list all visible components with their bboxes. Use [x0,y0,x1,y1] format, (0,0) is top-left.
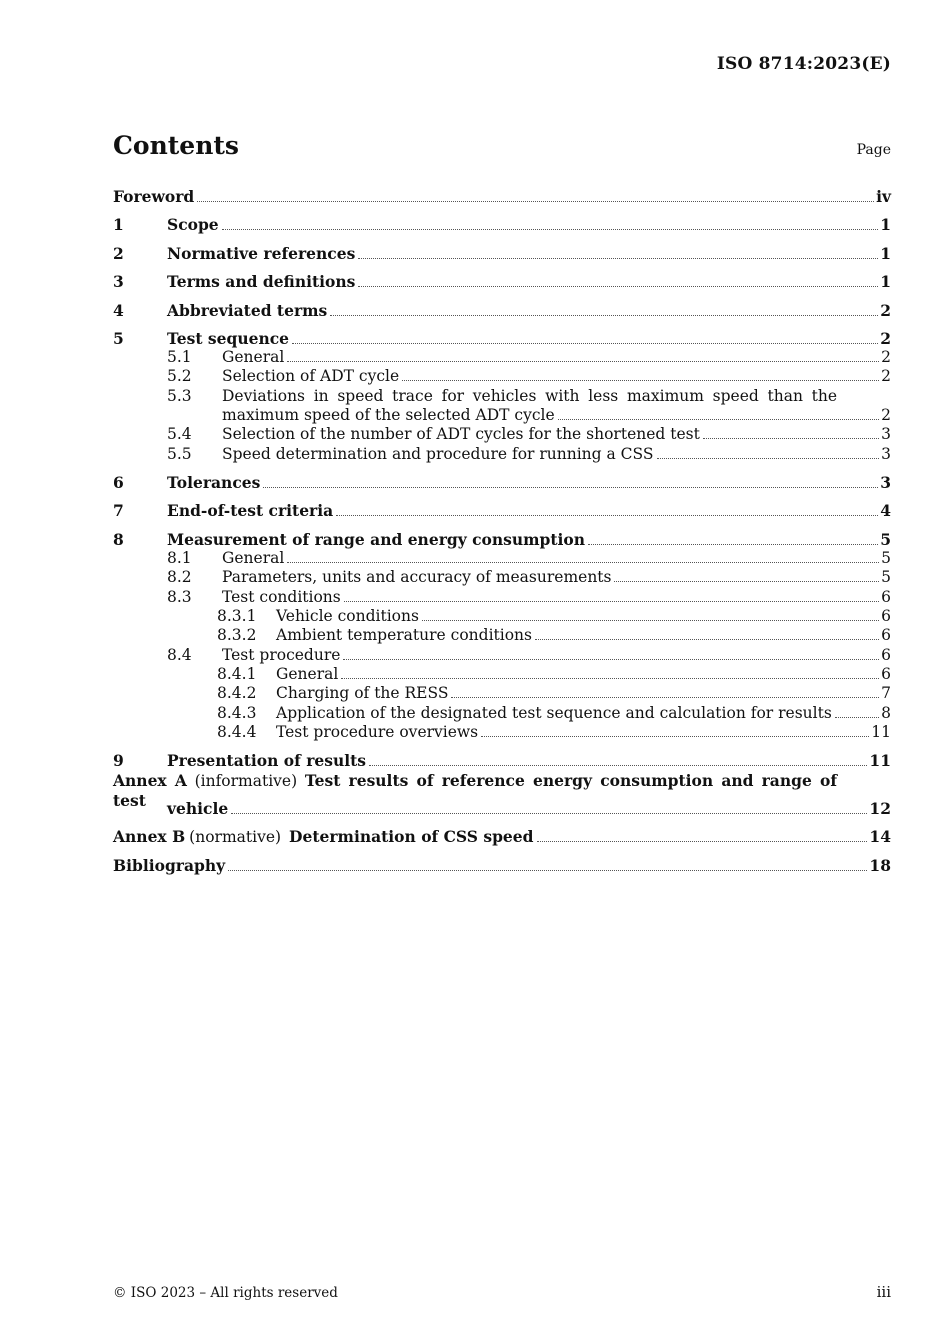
toc-dot-leader [588,543,878,545]
toc-entry[interactable] [113,549,891,568]
toc-dot-leader [287,561,879,563]
toc-dot-leader [369,764,867,766]
toc-entry[interactable] [113,348,891,367]
toc-entry-number: 5.2 [167,367,192,385]
toc-entry[interactable] [113,445,891,464]
toc-entry-number: 5 [113,329,124,348]
toc-annex-heading[interactable] [113,771,837,811]
toc-entry-page: 2 [881,367,891,385]
toc-dot-leader [358,257,878,259]
toc-entry-page: 3 [880,473,891,492]
toc-dot-leader [231,812,867,814]
toc-entry-number: 8.4.3 [217,704,257,722]
toc-annex-label: Annex A [113,771,187,790]
toc-entry-number: 4 [113,301,124,320]
toc-dot-leader [336,514,878,516]
toc-entry[interactable] [113,473,891,492]
toc-entry-page: 5 [881,568,891,586]
toc-dot-leader [657,457,880,459]
toc-entry-title-line1: Deviations in speed trace for vehicles with less maximum speed than the [222,387,837,405]
toc-entry-number: 5.5 [167,445,192,463]
toc-dot-leader [287,360,879,362]
toc-entry-title: Parameters, units and accuracy of measurements [222,568,612,586]
toc-entry-page: 1 [880,244,891,263]
toc-entry-page: 6 [881,626,891,644]
toc-entry-number: 8.2 [167,568,192,586]
toc-entry-page: 1 [880,272,891,291]
toc-dot-leader [535,638,879,640]
toc-entry-page: 7 [881,684,891,702]
toc-entry-number: 5.3 [167,387,192,405]
toc-entry[interactable] [113,626,891,645]
toc-entry-title: Test conditions [222,588,341,606]
toc-entry-title: Test procedure overviews [276,723,479,741]
toc-entry-title: Application of the designated test sequence and calculation for results [276,704,832,722]
toc-dot-leader [402,379,879,381]
toc-entry-number: 1 [113,215,124,234]
toc-annex-label: Annex B [113,827,186,846]
toc-entry-title: vehicle [167,799,229,818]
toc-entry-page: 8 [881,704,891,722]
toc-entry-page: 6 [881,646,891,664]
toc-entry-title: Ambient temperature conditions [276,626,532,644]
toc-dot-leader [451,696,879,698]
document-id: ISO 8714:2023(E) [716,54,891,74]
toc-entry-number: 8.3 [167,588,192,606]
toc-entry[interactable] [113,301,891,320]
toc-entry-title: General [222,348,285,366]
toc-entry[interactable] [113,704,891,723]
toc-entry-page: 4 [880,501,891,520]
footer-page-number: iii [876,1283,891,1301]
page-column-label: Page [856,142,891,158]
toc-entry-page: 3 [881,425,891,443]
toc-entry-page: 18 [869,856,891,875]
toc-entry-page: 12 [869,799,891,818]
toc-entry-number: 8.4.4 [217,723,257,741]
toc-dot-leader [537,840,868,842]
toc-entry-title: Vehicle conditions [276,607,419,625]
toc-entry-title: Charging of the RESS [276,684,449,702]
toc-dot-leader [222,228,879,230]
toc-entry-number: 8.4.1 [217,665,257,683]
toc-dot-leader [263,486,878,488]
toc-annex-kind: (informative) [186,772,305,790]
toc-dot-leader [341,677,879,679]
toc-entry-number: 8 [113,530,124,549]
toc-entry[interactable] [113,329,891,348]
toc-dot-leader [481,735,869,737]
toc-entry-number: 8.3.2 [217,626,257,644]
toc-entry-number: 9 [113,751,124,770]
toc-entry[interactable] [113,501,891,520]
toc-entry-title: Selection of ADT cycle [222,367,400,385]
toc-entry-number: 5.4 [167,425,192,443]
toc-entry-page: 11 [871,723,891,741]
toc-entry-page: iv [876,187,891,206]
toc-entry[interactable] [113,607,891,626]
toc-entry-title: Measurement of range and energy consumption [167,530,586,549]
toc-dot-leader [292,342,878,344]
toc-entry[interactable] [113,367,891,386]
toc-dot-leader [614,580,879,582]
toc-dot-leader [330,314,878,316]
toc-entry-title-line1: Test results of reference energy consumption and range of test [113,771,838,810]
toc-entry-title: Speed determination and procedure for running a CSS [222,445,654,463]
toc-entry[interactable] [113,215,891,234]
toc-entry-page: 3 [881,445,891,463]
toc-entry[interactable] [113,588,891,607]
toc-entry-title: Foreword [113,187,195,206]
toc-dot-leader [344,600,879,602]
toc-entry-title: Selection of the number of ADT cycles for the shortened test [222,425,700,443]
toc-entry[interactable] [113,827,891,846]
toc-dot-leader [703,437,879,439]
toc-entry-title: Bibliography [113,856,226,875]
toc-entry-page: 2 [880,329,891,348]
toc-entry-page: 5 [881,549,891,567]
toc-entry-title: General [222,549,285,567]
toc-dot-leader [197,200,874,202]
toc-entry-title: General [276,665,339,683]
toc-dot-leader [558,418,879,420]
toc-entry-page: 2 [881,406,891,424]
toc-entry[interactable] [113,568,891,587]
toc-dot-leader [422,619,879,621]
toc-dot-leader [343,658,879,660]
toc-entry-page: 14 [869,827,891,846]
contents-title: Contents [113,131,240,160]
toc-entry[interactable] [113,751,891,770]
toc-entry[interactable] [113,856,891,875]
toc-entry-title: Presentation of results [167,751,366,770]
toc-dot-leader [228,869,867,871]
toc-entry[interactable] [113,530,891,549]
toc-entry-page: 11 [869,751,891,770]
toc-entry[interactable] [113,684,891,703]
toc-entry[interactable] [113,272,891,291]
toc-entry-page: 2 [881,348,891,366]
toc-entry[interactable] [113,244,891,263]
toc-dot-leader [358,285,878,287]
footer-copyright: © ISO 2023 – All rights reserved [113,1285,338,1301]
toc-entry-page: 1 [880,215,891,234]
toc-entry-page: 6 [881,588,891,606]
toc-entry-title: Scope [167,215,219,234]
toc-entry-number: 6 [113,473,124,492]
toc-entry-number: 5.1 [167,348,192,366]
toc-entry-title: Determination of CSS speed [289,827,534,846]
toc-entry-page: 6 [881,607,891,625]
toc-entry[interactable] [113,425,891,444]
toc-entry-page: 6 [881,665,891,683]
toc-entry-number: 7 [113,501,124,520]
toc-entry-number: 8.4 [167,646,192,664]
toc-annex-kind: (normative) [189,828,282,846]
toc-entry-page: 2 [880,301,891,320]
toc-entry-number: 3 [113,272,124,291]
toc-entry-title: Tolerances [167,473,261,492]
toc-entry-title: Normative references [167,244,356,263]
toc-entry-number: 8.1 [167,549,192,567]
toc-entry-number: 2 [113,244,124,263]
toc-entry-number: 8.4.2 [217,684,257,702]
toc-entry-title: Test sequence [167,329,290,348]
toc-entry[interactable] [113,646,891,665]
toc-entry-number: 8.3.1 [217,607,257,625]
toc-entry-title: Test procedure [222,646,341,664]
toc-entry[interactable] [113,665,891,684]
toc-entry[interactable] [113,723,891,742]
toc-entry-page: 5 [880,530,891,549]
toc-dot-leader [835,716,879,718]
toc-entry[interactable] [113,187,891,206]
toc-entry-title: Terms and definitions [167,272,356,291]
toc-entry-title: maximum speed of the selected ADT cycle [222,406,555,424]
toc-entry-title: Abbreviated terms [167,301,328,320]
toc-entry-title: End-of-test criteria [167,501,334,520]
